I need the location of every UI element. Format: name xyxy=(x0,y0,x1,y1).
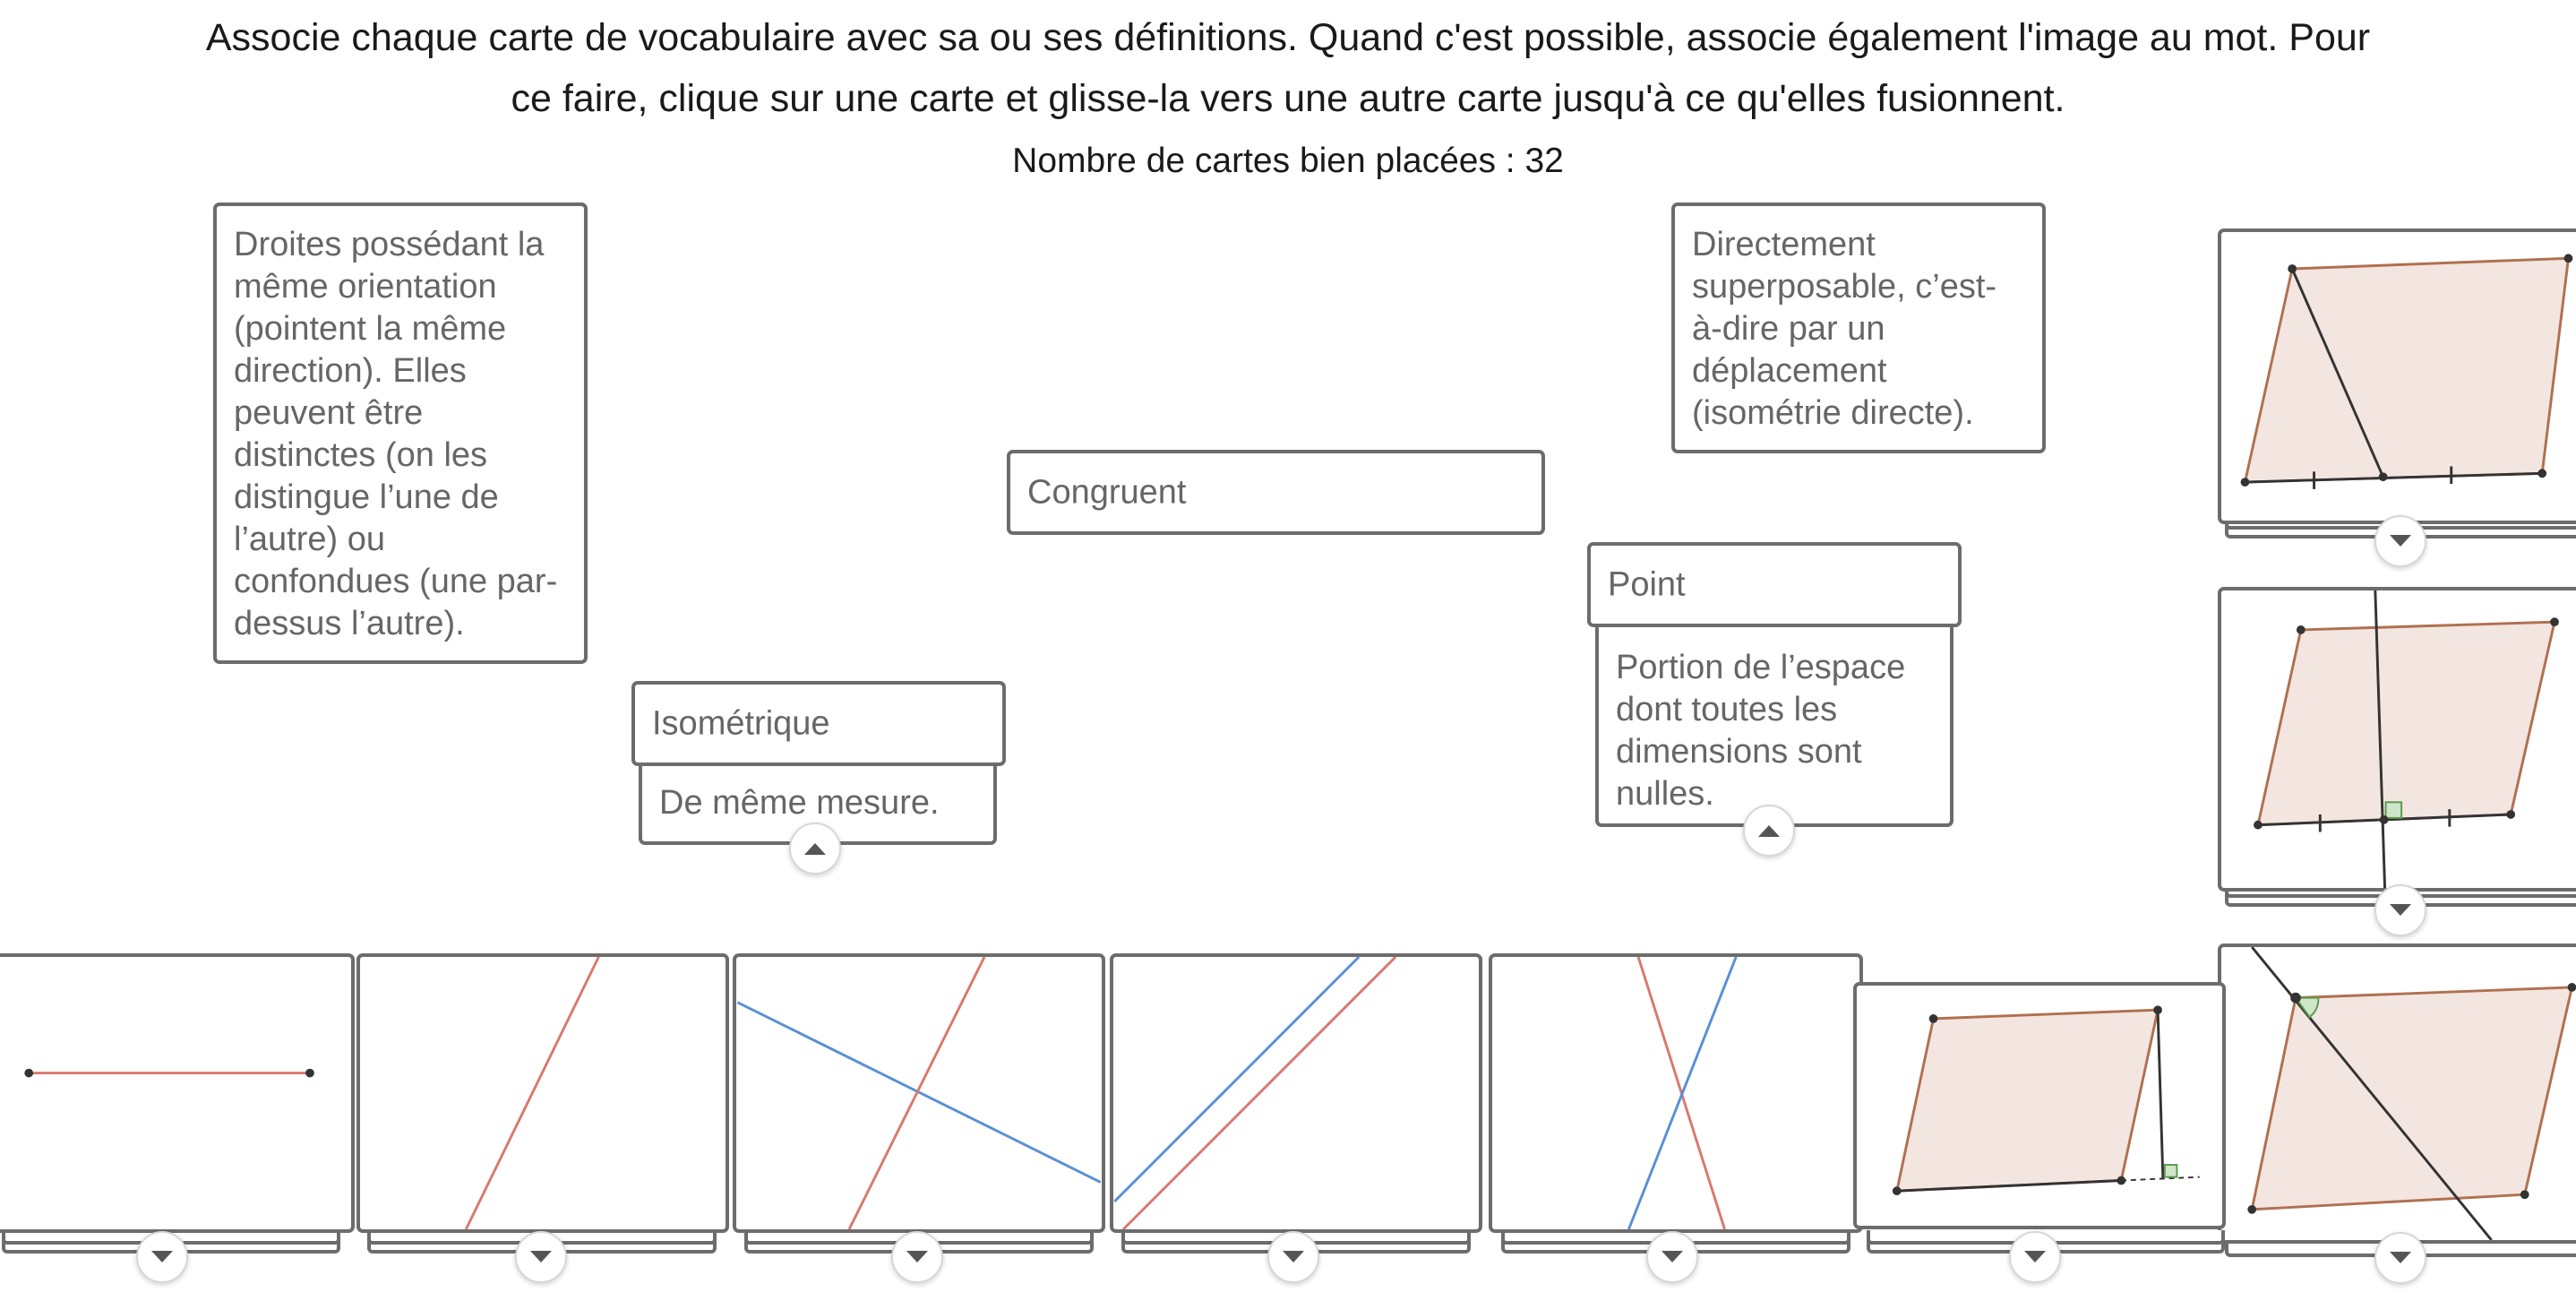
segment-figure xyxy=(0,957,351,1229)
definition-card-text: Portion de l’espace dont toutes les dimensions sont nulles. xyxy=(1616,649,1906,813)
definition-card-point[interactable] xyxy=(1595,618,1953,827)
expand-stack-button[interactable] xyxy=(2009,1231,2061,1283)
collapse-group-button[interactable] xyxy=(1743,805,1795,857)
instructions-line-1: Associe chaque carte de vocabulaire avec sa ou ses définitions. Quand c'est possible, associe également l'image au mot. Pour xyxy=(205,16,2371,59)
chevron-down-icon xyxy=(905,1249,930,1265)
chevron-down-icon xyxy=(1660,1249,1685,1265)
chevron-up-icon xyxy=(803,840,828,857)
word-card-point[interactable] xyxy=(1587,542,1962,627)
image-card-segment[interactable] xyxy=(0,953,355,1233)
definition-card-directement[interactable] xyxy=(1671,202,2046,453)
word-card-congruent[interactable] xyxy=(1007,450,1545,535)
instructions xyxy=(0,7,2576,129)
instructions-line-2: ce faire, clique sur une carte et glisse-la vers une autre carte jusqu'à ce qu'elles fusionnent. xyxy=(511,77,2065,120)
chevron-down-icon xyxy=(150,1249,175,1265)
score-counter: Nombre de cartes bien placées : 32 xyxy=(1012,142,1564,180)
image-card-crossing-lines[interactable] xyxy=(1489,953,1863,1233)
parallelogram-angle-figure xyxy=(2221,947,2576,1240)
parallelogram-height-figure xyxy=(1857,986,2222,1226)
chevron-down-icon xyxy=(2388,1250,2413,1266)
word-card-label: Congruent xyxy=(1027,473,1187,511)
image-card-line[interactable] xyxy=(356,953,729,1233)
definition-card-text: Droites possédant la même orientation (pointent la même direction). Elles peuvent être distinctes (on les distingue l’une de l’autre) ou confondues (une par-dessus l’autre). xyxy=(234,226,558,642)
definition-card-droites[interactable] xyxy=(213,202,588,664)
line-figure xyxy=(360,957,726,1229)
image-card-parallel-lines[interactable] xyxy=(1110,953,1482,1233)
image-card-parallelogram-angle[interactable] xyxy=(2218,943,2576,1244)
expand-stack-button[interactable] xyxy=(136,1231,188,1283)
crossing-lines-figure xyxy=(1492,957,1859,1229)
definition-card-text: De même mesure. xyxy=(659,784,940,822)
image-card-secant-lines[interactable] xyxy=(733,953,1105,1233)
expand-stack-button[interactable] xyxy=(891,1231,943,1283)
expand-stack-button[interactable] xyxy=(2374,515,2426,567)
chevron-up-icon xyxy=(1756,823,1782,839)
chevron-down-icon xyxy=(2022,1249,2048,1265)
chevron-down-icon xyxy=(528,1249,554,1265)
expand-stack-button[interactable] xyxy=(1646,1231,1698,1283)
parallelogram-perpendicular-figure xyxy=(2221,590,2576,888)
chevron-down-icon xyxy=(2388,902,2413,918)
collapse-group-button[interactable] xyxy=(789,823,841,875)
parallel-lines-figure xyxy=(1113,957,1479,1229)
definition-card-text: Directement superposable, c’est-à-dire par un déplacement (isométrie directe). xyxy=(1692,226,1997,432)
expand-stack-button[interactable] xyxy=(1267,1231,1319,1283)
expand-stack-button[interactable] xyxy=(515,1231,567,1283)
secant-lines-figure xyxy=(736,957,1102,1229)
expand-stack-button[interactable] xyxy=(2374,884,2426,936)
parallelogram-diagonal-figure xyxy=(2221,232,2576,521)
word-card-label: Point xyxy=(1608,565,1686,603)
image-card-parallelogram-diagonal[interactable] xyxy=(2218,228,2576,524)
image-card-parallelogram-perpendicular[interactable] xyxy=(2218,587,2576,892)
word-card-isometrique[interactable] xyxy=(631,681,1006,766)
expand-stack-button[interactable] xyxy=(2374,1232,2426,1284)
chevron-down-icon xyxy=(1281,1249,1306,1265)
chevron-down-icon xyxy=(2388,533,2413,549)
word-card-label: Isométrique xyxy=(652,704,830,742)
image-card-parallelogram-height[interactable] xyxy=(1853,982,2226,1229)
